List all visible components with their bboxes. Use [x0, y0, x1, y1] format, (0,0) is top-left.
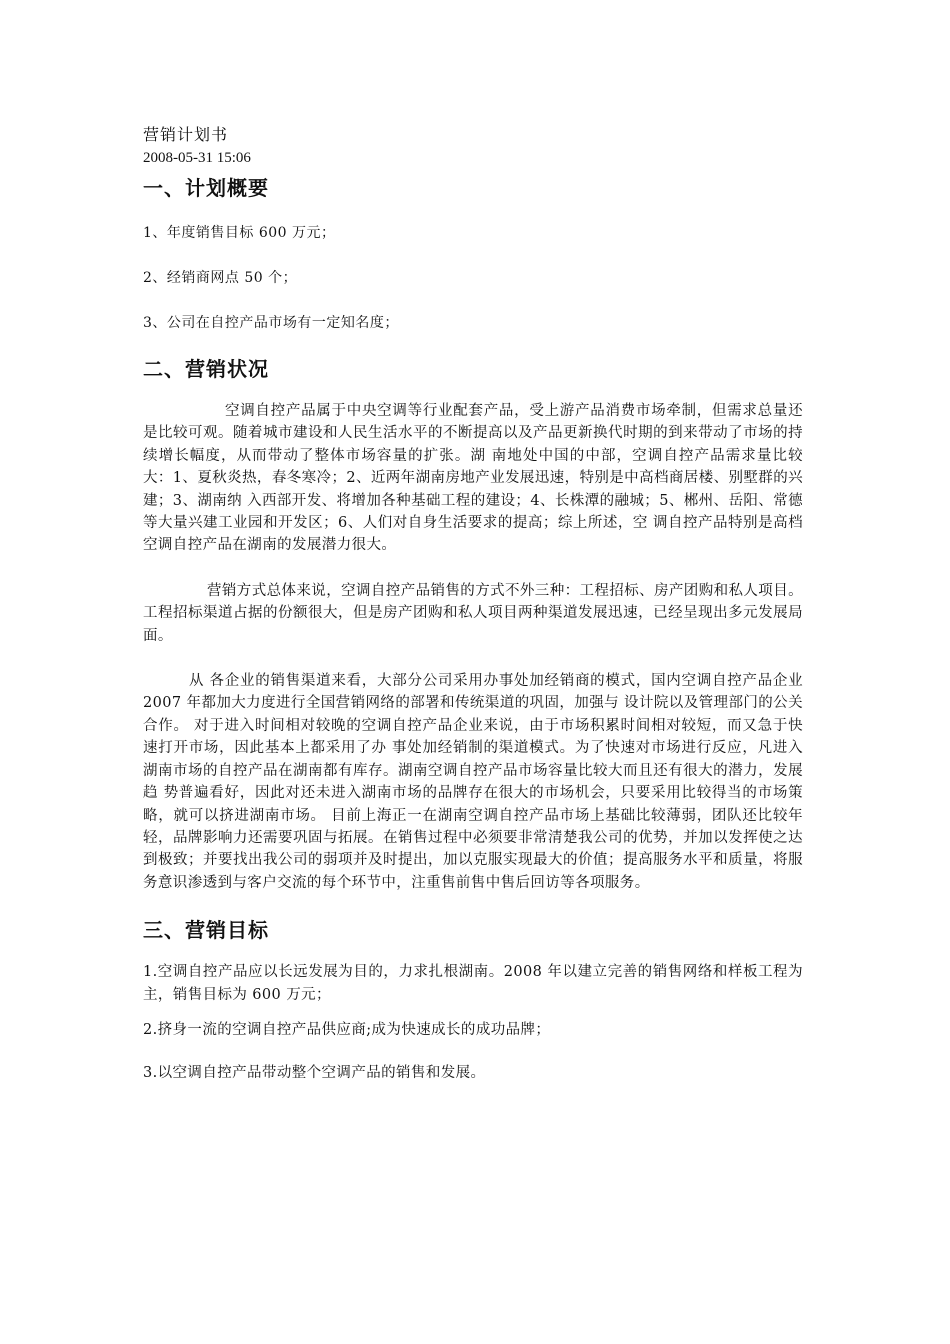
document-title: 营销计划书	[143, 125, 229, 144]
section-1-item: 1、年度销售目标 600 万元；	[143, 225, 336, 241]
section-3-heading: 三、营销目标	[143, 918, 269, 943]
section-2-heading: 二、营销状况	[143, 357, 269, 381]
section-3-item: 1.空调自控产品应以长远发展为目的，力求扎根湖南。2008 年以建立完善的销售网络和样板工程为主，销售目标为 600 万元；	[143, 964, 803, 1003]
section-3-item: 2.挤身一流的空调自控产品供应商;成为快速成长的成功品牌；	[143, 1021, 551, 1038]
section-1-item: 3、公司在自控产品市场有一定知名度；	[143, 315, 399, 331]
section-3-item: 3.以空调自控产品带动整个空调产品的销售和发展。	[143, 1065, 486, 1082]
section-2-paragraph: 空调自控产品属于中央空调等行业配套产品，受上游产品消费市场牵制，但需求总量还是比较可观。随着城市建设和人民生活水平的不断提高以及产品更新换代时期的到来带动了市场的持续增长幅度，从而带动了整体市场容量的扩张。湖 南地处中国的中部，空调自控产品需求量比较大：1、夏秋炎热，春冬寒冷；2、近两年湖南房地产业发展迅速，特别是中高档商居楼、别墅群的兴建；3、湖南纳 入西部开发、将增加各种基础工程的建设；4、长株潭的融城；5、郴州、岳阳、常德等大量兴建工业园和开发区；6、人们对自身生活要求的提高；综上所述，空 调自控产品特别是高档空调自控产品在湖南的发展潜力很大。	[143, 403, 803, 554]
section-2-paragraph: 从 各企业的销售渠道来看，大部分公司采用办事处加经销商的模式，国内空调自控产品企业 2007 年都加大力度进行全国营销网络的部署和传统渠道的巩固，加强与 设计院以及管理部门的公关合作。 对于进入时间相对较晚的空调自控产品企业来说，由于市场积累时间相对较短，而又急于快速打开市场，因此基本上都采用了办 事处加经销制的渠道模式。为了快速对市场进行反应，凡进入湖南市场的自控产品在湖南都有库存。湖南空调自控产品市场容量比较大而且还有很大的潜力，发展趋 势普遍看好，因此对还未进入湖南市场的品牌存在很大的市场机会，只要采用比较得当的市场策略，就可以挤进湖南市场。 目前上海正一在湖南空调自控产品市场上基础比较薄弱，团队还比较年轻，品牌影响力还需要巩固与拓展。在销售过程中必须要非常清楚我公司的优势，并加以发挥使之达到极致；并要找出我公司的弱项并及时提出，加以克服实现最大的价值；提高服务水平和质量，将服务意识渗透到与客户交流的每个环节中，注重售前售中售后回访等各项服务。	[143, 673, 803, 891]
section-1-item: 2、经销商网点 50 个；	[143, 270, 298, 286]
document-date: 2008-05-31 15:06	[143, 150, 251, 166]
section-2-paragraph: 营销方式总体来说，空调自控产品销售的方式不外三种：工程招标、房产团购和私人项目。工程招标渠道占据的份额很大，但是房产团购和私人项目两种渠道发展迅速，已经呈现出多元发展局面。	[143, 582, 803, 644]
document-page	[143, 124, 803, 1085]
section-1-heading: 一、计划概要	[143, 176, 269, 200]
